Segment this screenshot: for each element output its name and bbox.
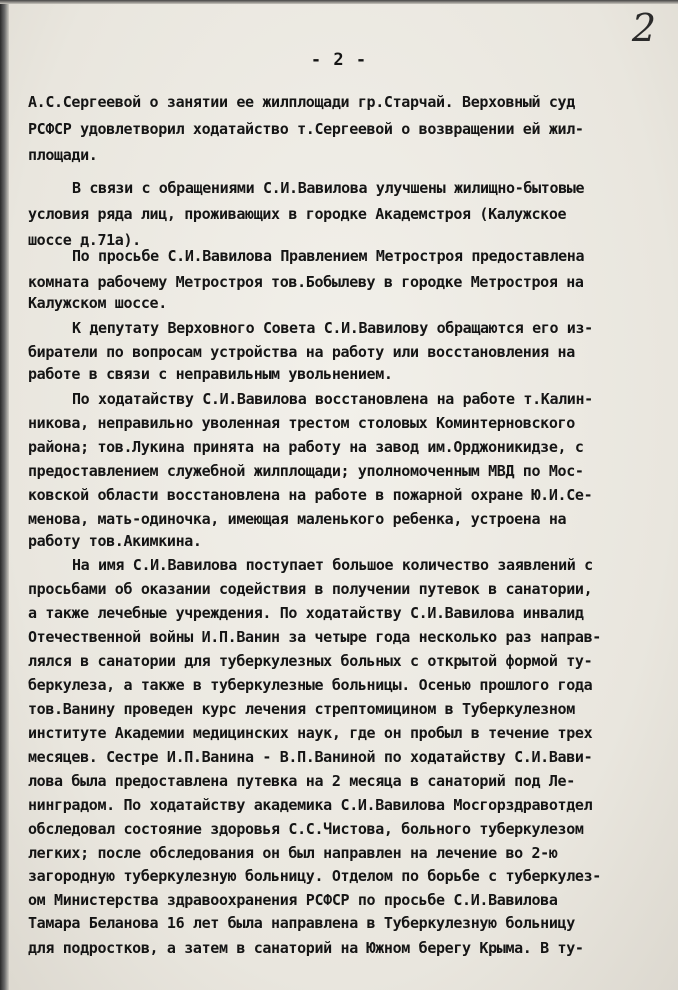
text-line: В связи с обращениями С.И.Вавилова улучшены жилищно-бытовые bbox=[72, 179, 585, 197]
handwritten-page-number: 2 bbox=[631, 6, 656, 50]
text-line: К депутату Верховного Совета С.И.Вавилову обращаются его из- bbox=[72, 319, 593, 337]
text-line: ковской области восстановлена на работе в пожарной охране Ю.И.Се- bbox=[28, 486, 593, 504]
text-line: Тамара Беланова 16 лет была направлена в Туберкулезную больницу bbox=[28, 914, 575, 932]
text-line: работе в связи с неправильным увольнением. bbox=[28, 365, 393, 383]
text-line: лова была предоставлена путевка на 2 месяца в санаторий под Ле- bbox=[28, 772, 575, 790]
text-line: Калужском шоссе. bbox=[28, 294, 167, 312]
scan-edge-top bbox=[0, 0, 678, 4]
text-line: институте Академии медицинских наук, где он пробыл в течение трех bbox=[28, 724, 593, 742]
scan-edge-left bbox=[0, 0, 9, 990]
text-line: шоссе д.71а). bbox=[28, 231, 141, 249]
text-line: РСФСР удовлетворил ходатайство т.Сергеевой о возвращении ей жил- bbox=[28, 120, 584, 138]
text-line: Отечественной войны И.П.Ванин за четыре года несколько раз направ- bbox=[28, 628, 601, 646]
text-line: работу тов.Акимкина. bbox=[28, 532, 202, 550]
text-line: площади. bbox=[28, 146, 98, 164]
text-line: обследовал состояние здоровья С.С.Чистова, больного туберкулезом bbox=[28, 820, 584, 838]
text-line: По просьбе С.И.Вавилова Правлением Метростроя предоставлена bbox=[72, 247, 585, 265]
text-line: а также лечебные учреждения. По ходатайству С.И.Вавилова инвалид bbox=[28, 604, 584, 622]
text-line: беркулеза, а также в туберкулезные больницы. Осенью прошлого года bbox=[28, 676, 593, 694]
text-line: По ходатайству С.И.Вавилова восстановлена на работе т.Калин- bbox=[72, 390, 593, 408]
text-line: менова, мать-одиночка, имеющая маленького ребенка, устроена на bbox=[28, 510, 567, 528]
text-line: биратели по вопросам устройства на работу или восстановления на bbox=[28, 343, 575, 361]
text-line: условия ряда лиц, проживающих в городке Академстроя (Калужское bbox=[28, 205, 567, 223]
text-line: легких; после обследования он был направлен на лечение во 2-ю bbox=[28, 844, 558, 862]
text-line: А.С.Сергеевой о занятии ее жилплощади гр.Старчай. Верховный суд bbox=[28, 93, 575, 111]
text-line: ом Министерства здравоохранения РСФСР по просьбе С.И.Вавилова bbox=[28, 891, 558, 909]
text-line: предоставлением служебной жилплощади; уполномоченным МВД по Мос- bbox=[28, 462, 584, 480]
text-line: месяцев. Сестре И.П.Ванина - В.П.Ваниной по ходатайству С.И.Вави- bbox=[28, 748, 593, 766]
text-line: загородную туберкулезную больницу. Отделом по борьбе с туберкулез- bbox=[28, 867, 601, 885]
text-line: тов.Ванину проведен курс лечения стрептомицином в Туберкулезном bbox=[28, 700, 575, 718]
text-line: района; тов.Лукина принята на работу на завод им.Орджоникидзе, с bbox=[28, 438, 584, 456]
text-line: просьбами об оказании содействия в получении путевок в санатории, bbox=[28, 580, 593, 598]
text-line: для подростков, а затем в санаторий на Южном берегу Крыма. В ту- bbox=[28, 939, 584, 957]
text-line: комната рабочему Метростроя тов.Бобылеву в городке Метростроя на bbox=[28, 273, 584, 291]
text-line: никова, неправильно уволенная трестом столовых Коминтерновского bbox=[28, 414, 575, 432]
text-line: нинградом. По ходатайству академика С.И.Вавилова Мосгорздравотдел bbox=[28, 796, 593, 814]
page-number: - 2 - bbox=[310, 50, 368, 70]
text-line: лялся в санатории для туберкулезных больных с открытой формой ту- bbox=[28, 652, 593, 670]
text-line: На имя С.И.Вавилова поступает большое количество заявлений с bbox=[72, 556, 593, 574]
